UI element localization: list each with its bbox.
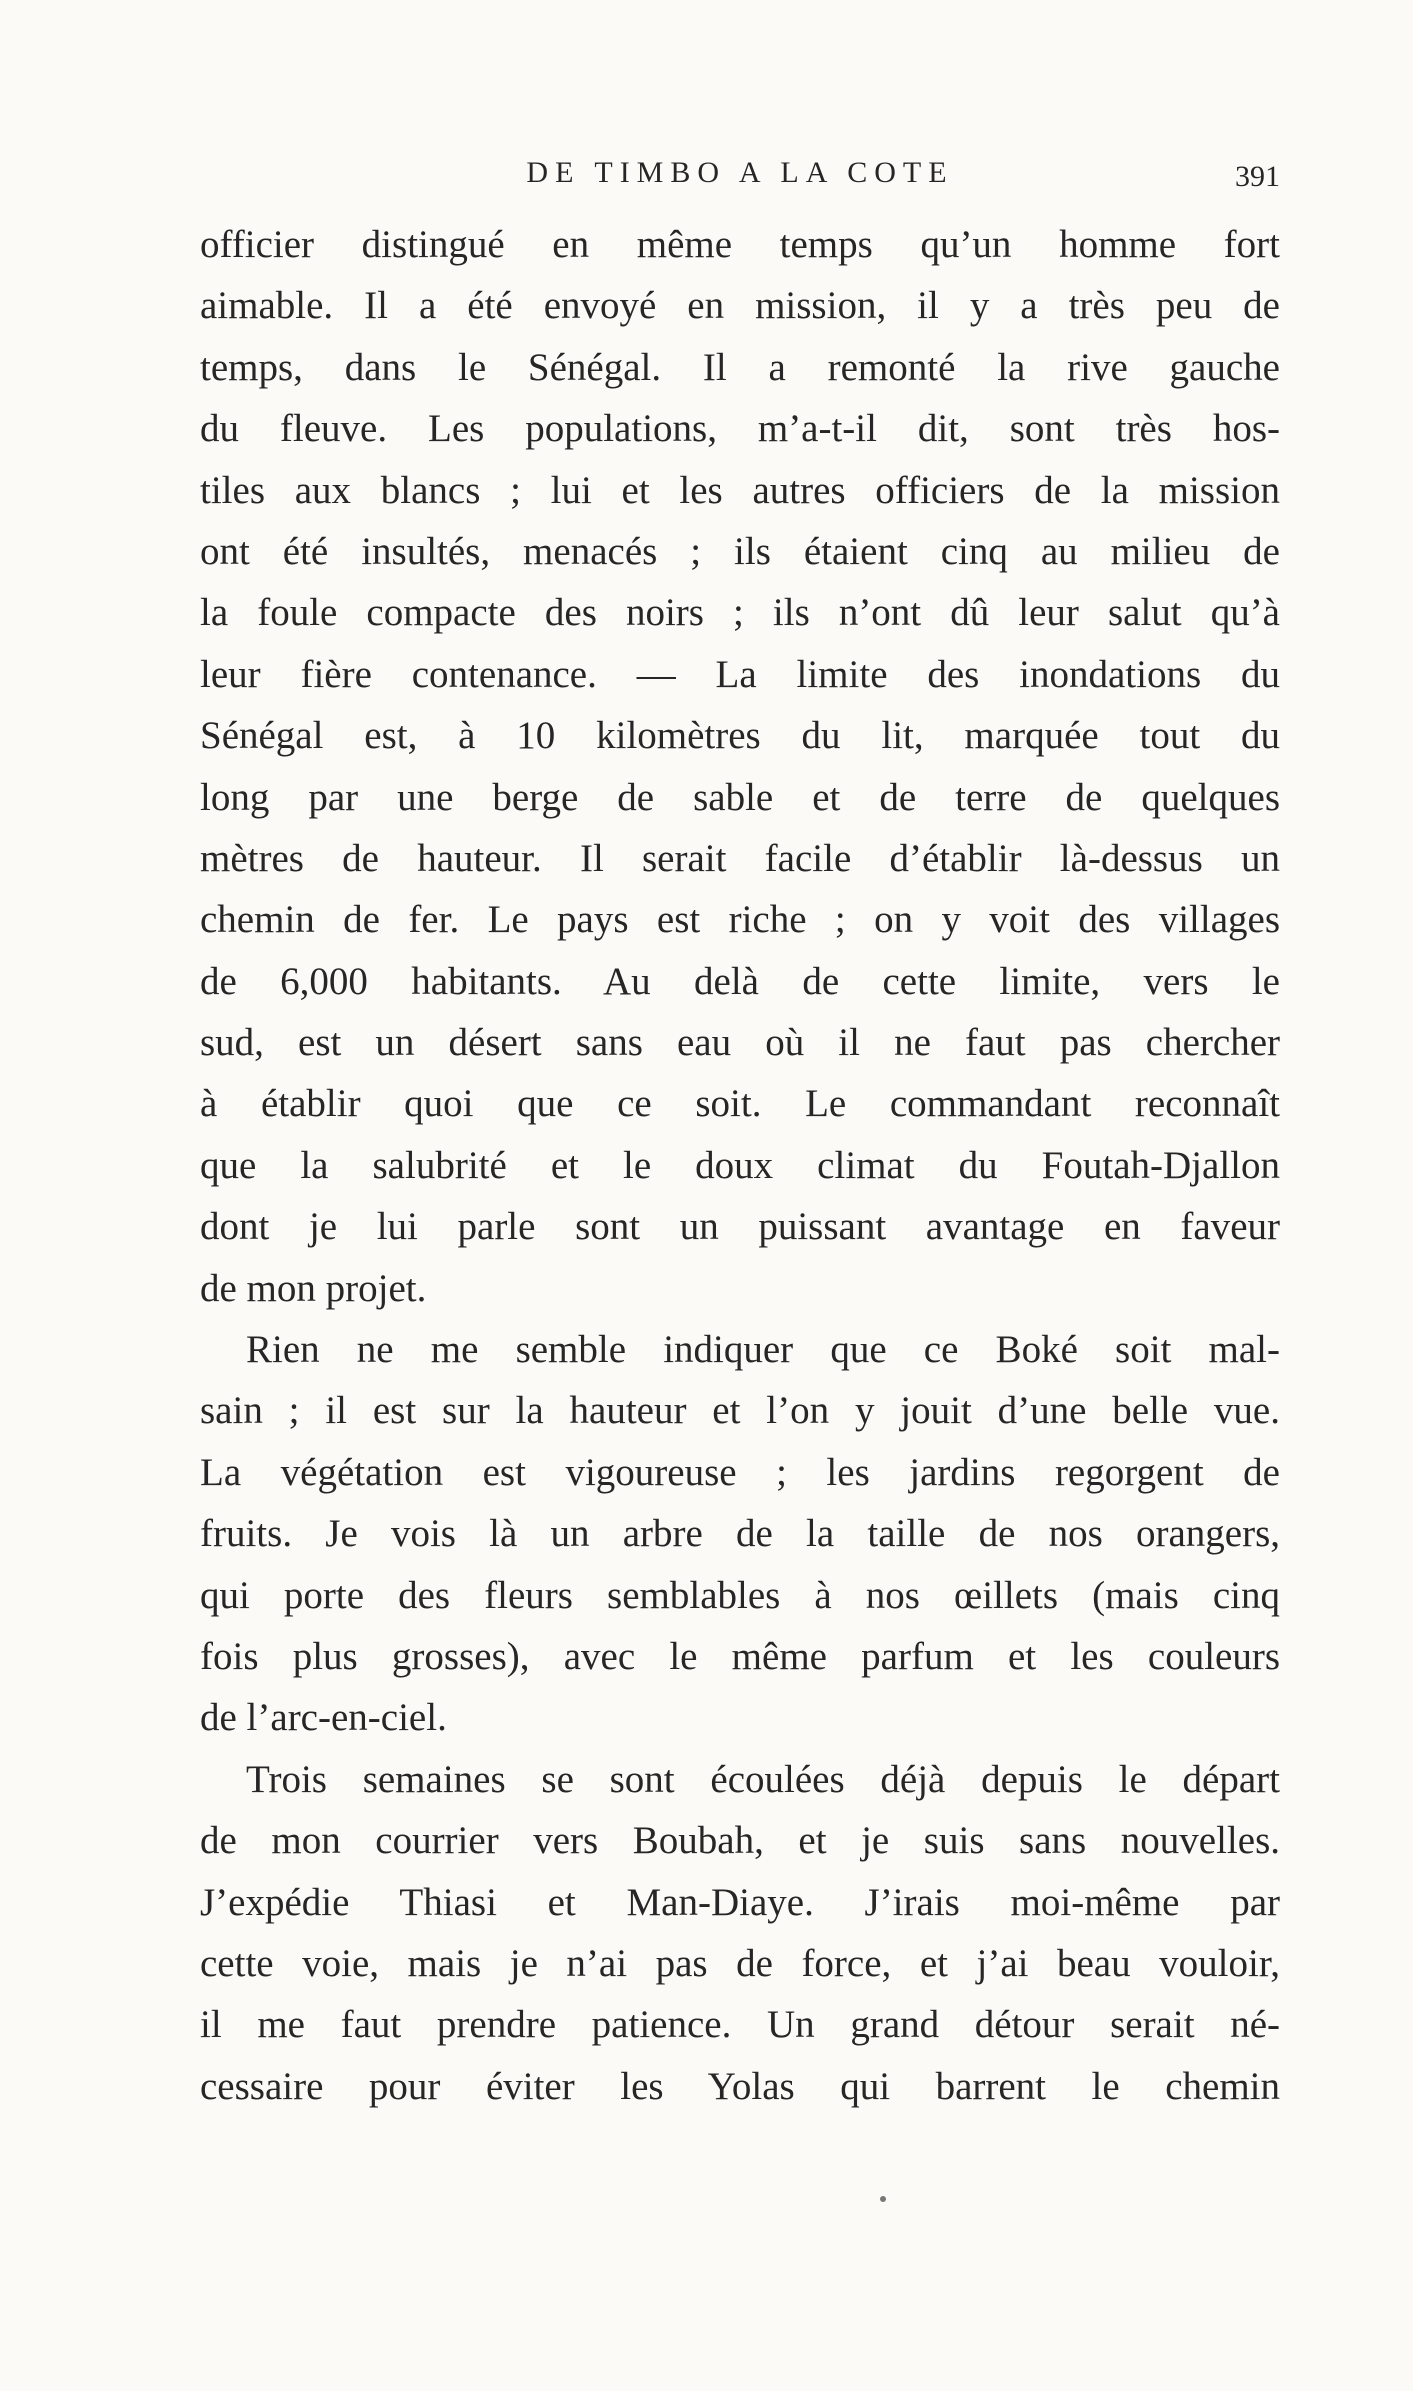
text-line: aimable. Il a été envoyé en mission, il y a très peu de: [200, 284, 1280, 328]
text-line: il me faut prendre patience. Un grand détour serait né-: [200, 2003, 1280, 2047]
text-line: à établir quoi que ce soit. Le commandant reconnaît: [200, 1082, 1280, 1126]
text-line: temps, dans le Sénégal. Il a remonté la rive gauche: [200, 345, 1280, 389]
paragraph-end-line: de l’arc-en-ciel.: [200, 1696, 447, 1740]
text-line: ont été insultés, menacés ; ils étaient cinq au milieu de: [200, 529, 1280, 573]
text-line: Sénégal est, à 10 kilomètres du lit, marquée tout du: [200, 714, 1280, 758]
text-line: officier distingué en même temps qu’un homme fort: [200, 223, 1280, 266]
text-line: dont je lui parle sont un puissant avantage en faveur: [200, 1205, 1280, 1249]
text-line: fruits. Je vois là un arbre de la taille de nos orangers,: [200, 1512, 1280, 1556]
text-line: cette voie, mais je n’ai pas de force, et j’ai beau vouloir,: [200, 1941, 1280, 1985]
page-number: 391: [1235, 160, 1280, 193]
text-line: J’expédie Thiasi et Man-Diaye. J’irais moi-même par: [200, 1880, 1280, 1924]
text-line: La végétation est vigoureuse ; les jardins regorgent de: [200, 1450, 1280, 1494]
text-line: leur fière contenance. — La limite des inondations du: [200, 652, 1280, 696]
text-line: chemin de fer. Le pays est riche ; on y voit des villages: [200, 898, 1280, 942]
text-line: mètres de hauteur. Il serait facile d’établir là-dessus un: [200, 836, 1280, 880]
text-line: du fleuve. Les populations, m’a-t-il dit, sont très hos-: [200, 407, 1280, 451]
text-line: qui porte des fleurs semblables à nos œillets (mais cinq: [200, 1573, 1280, 1617]
paragraph-end-line: de mon projet.: [200, 1266, 427, 1310]
paragraph-start-line: Rien ne me semble indiquer que ce Boké soit mal-: [246, 1328, 1280, 1372]
text-line: sain ; il est sur la hauteur et l’on y jouit d’une belle vue.: [200, 1389, 1280, 1433]
text-line: fois plus grosses), avec le même parfum et les couleurs: [200, 1634, 1280, 1678]
text-line: que la salubrité et le doux climat du Foutah-Djallon: [200, 1143, 1280, 1187]
paragraph-start-line: Trois semaines se sont écoulées déjà depuis le départ: [246, 1757, 1280, 1801]
running-head: [200, 150, 1280, 200]
text-line: tiles aux blancs ; lui et les autres officiers de la mission: [200, 468, 1280, 512]
text-line: cessaire pour éviter les Yolas qui barrent le chemin: [200, 2064, 1280, 2108]
text-line: de 6,000 habitants. Au delà de cette limite, vers le: [200, 959, 1280, 1003]
text-line: la foule compacte des noirs ; ils n’ont dû leur salut qu’à: [200, 591, 1280, 635]
text-line: sud, est un désert sans eau où il ne faut pas chercher: [200, 1021, 1280, 1065]
text-line: de mon courrier vers Boubah, et je suis sans nouvelles.: [200, 1819, 1280, 1863]
ink-speck: [880, 2196, 886, 2202]
text-line: long par une berge de sable et de terre de quelques: [200, 775, 1280, 819]
body-text: [200, 214, 1280, 2117]
running-title: DE TIMBO A LA COTE: [526, 156, 954, 189]
